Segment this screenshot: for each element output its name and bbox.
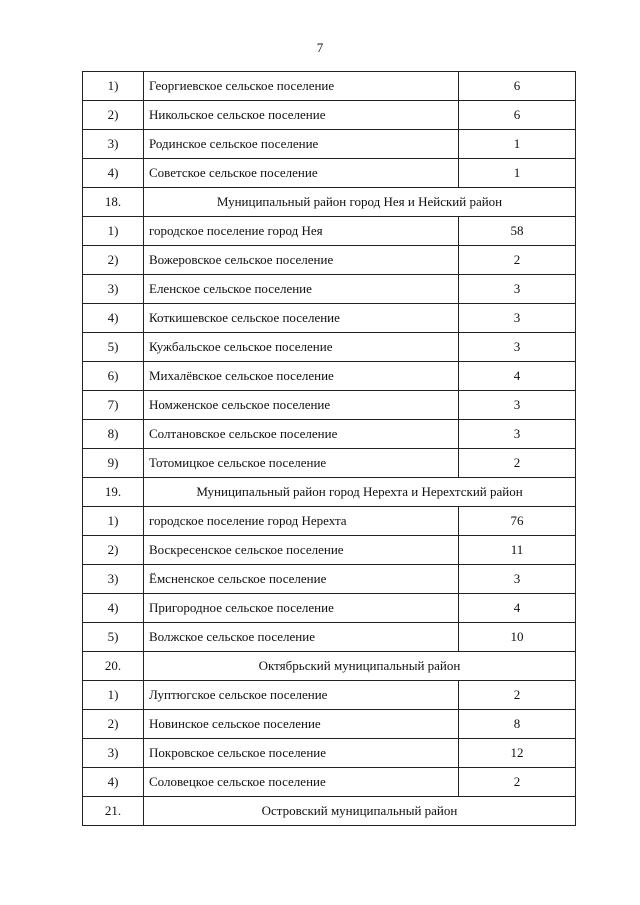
settlement-number: 2) [83,101,144,130]
district-header-row [83,478,576,507]
settlement-number: 3) [83,275,144,304]
settlement-name: Вожеровское сельское поселение [144,246,459,275]
settlement-row [83,768,576,797]
settlement-number: 4) [83,159,144,188]
district-number: 18. [83,188,144,217]
settlement-number: 1) [83,72,144,101]
district-header-row [83,797,576,826]
settlement-name: Луптюгское сельское поселение [144,681,459,710]
settlement-count: 11 [459,536,576,565]
district-name: Муниципальный район город Нея и Нейский район [144,188,576,217]
district-number: 20. [83,652,144,681]
settlement-name: городское поселение город Нерехта [144,507,459,536]
settlement-number: 1) [83,507,144,536]
district-number: 19. [83,478,144,507]
settlement-name: Новинское сельское поселение [144,710,459,739]
settlement-name: Коткишевское сельское поселение [144,304,459,333]
settlement-count: 2 [459,246,576,275]
settlement-row [83,72,576,101]
district-name: Муниципальный район город Нерехта и Нерехтский район [144,478,576,507]
settlement-row [83,565,576,594]
settlement-name: Ёмсненское сельское поселение [144,565,459,594]
settlement-name: Номженское сельское поселение [144,391,459,420]
settlement-row [83,159,576,188]
settlement-name: Советское сельское поселение [144,159,459,188]
settlement-number: 4) [83,768,144,797]
district-header-row [83,652,576,681]
settlement-name: Никольское сельское поселение [144,101,459,130]
settlement-number: 9) [83,449,144,478]
district-header-row [83,188,576,217]
settlement-count: 4 [459,594,576,623]
settlement-count: 3 [459,333,576,362]
settlement-number: 1) [83,681,144,710]
settlement-count: 6 [459,101,576,130]
settlement-count: 1 [459,159,576,188]
settlement-row [83,101,576,130]
settlement-row [83,420,576,449]
settlement-name: Волжское сельское поселение [144,623,459,652]
settlement-number: 3) [83,130,144,159]
settlement-count: 58 [459,217,576,246]
district-name: Октябрьский муниципальный район [144,652,576,681]
settlement-count: 1 [459,130,576,159]
settlement-count: 6 [459,72,576,101]
settlement-name: Покровское сельское поселение [144,739,459,768]
settlement-number: 1) [83,217,144,246]
settlement-number: 2) [83,536,144,565]
page-number: 7 [316,40,324,55]
settlement-name: Солтановское сельское поселение [144,420,459,449]
settlement-name: Георгиевское сельское поселение [144,72,459,101]
settlement-number: 2) [83,710,144,739]
settlement-number: 6) [83,362,144,391]
settlement-row [83,333,576,362]
settlement-name: городское поселение город Нея [144,217,459,246]
settlement-count: 3 [459,565,576,594]
settlement-number: 4) [83,304,144,333]
settlement-count: 8 [459,710,576,739]
settlement-count: 76 [459,507,576,536]
settlement-name: Кужбальское сельское поселение [144,333,459,362]
settlement-name: Еленское сельское поселение [144,275,459,304]
settlement-name: Воскресенское сельское поселение [144,536,459,565]
settlement-number: 8) [83,420,144,449]
settlement-number: 2) [83,246,144,275]
settlement-count: 3 [459,391,576,420]
settlements-table-body [83,72,576,826]
settlement-row [83,362,576,391]
settlement-count: 3 [459,304,576,333]
settlement-row [83,391,576,420]
settlement-name: Родинское сельское поселение [144,130,459,159]
settlement-count: 3 [459,275,576,304]
district-name: Островский муниципальный район [144,797,576,826]
settlement-row [83,710,576,739]
settlement-row [83,536,576,565]
settlement-row [83,130,576,159]
settlement-row [83,681,576,710]
settlement-number: 7) [83,391,144,420]
settlement-row [83,594,576,623]
settlement-row [83,217,576,246]
settlement-count: 2 [459,681,576,710]
settlement-name: Тотомицкое сельское поселение [144,449,459,478]
settlement-name: Соловецкое сельское поселение [144,768,459,797]
settlement-row [83,449,576,478]
settlement-row [83,739,576,768]
settlement-row [83,275,576,304]
settlement-count: 4 [459,362,576,391]
settlement-number: 3) [83,565,144,594]
settlement-count: 2 [459,768,576,797]
settlement-count: 2 [459,449,576,478]
settlement-row [83,507,576,536]
settlement-count: 3 [459,420,576,449]
settlement-number: 3) [83,739,144,768]
settlement-count: 12 [459,739,576,768]
district-number: 21. [83,797,144,826]
settlement-count: 10 [459,623,576,652]
settlement-number: 5) [83,623,144,652]
settlement-row [83,246,576,275]
settlement-number: 5) [83,333,144,362]
settlement-row [83,304,576,333]
settlements-table [82,71,576,826]
settlement-name: Михалёвское сельское поселение [144,362,459,391]
settlement-row [83,623,576,652]
settlement-number: 4) [83,594,144,623]
settlement-name: Пригородное сельское поселение [144,594,459,623]
